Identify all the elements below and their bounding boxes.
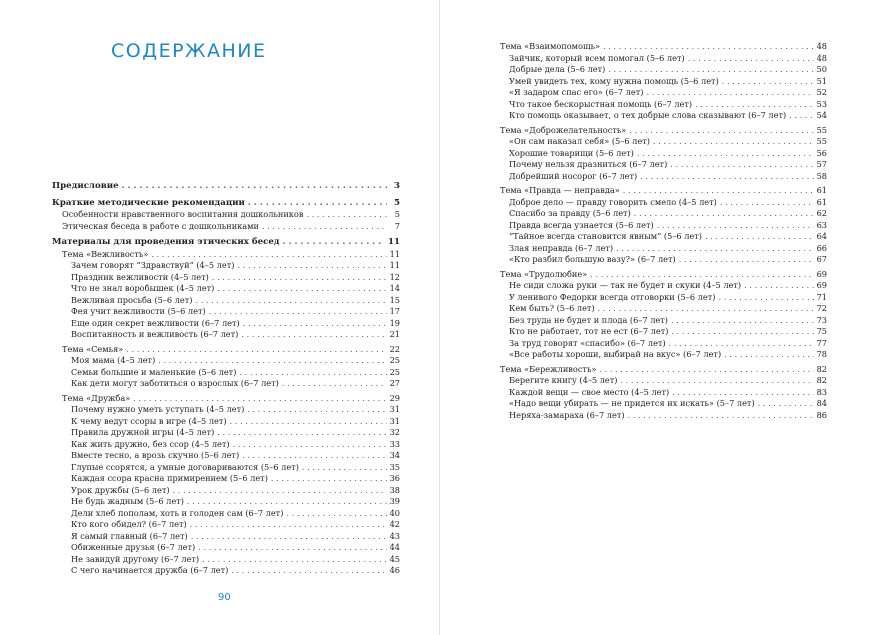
dot-leader (202, 554, 386, 566)
toc-entry (490, 303, 827, 315)
toc-entry (52, 554, 400, 566)
toc-entry-page: 62 (816, 208, 827, 218)
dot-leader (306, 209, 387, 221)
dot-leader (247, 404, 386, 416)
toc-entry-page: 67 (816, 254, 827, 264)
toc-entry (52, 416, 400, 428)
toc-entry (490, 398, 827, 410)
dot-leader (758, 398, 814, 410)
toc-entry (52, 260, 400, 272)
toc-entry (52, 181, 400, 193)
toc-entry-title: Материалы для проведения этических бесед (52, 237, 280, 247)
toc-entry (490, 410, 827, 422)
toc-entry-page: 11 (388, 237, 400, 247)
toc-entry-title: «Надо вещи убирать — не придется их искать» (5–7 лет) (509, 398, 755, 408)
toc-entry-page: 48 (816, 41, 827, 51)
toc-entry-title: Хорошие товарищи (5–6 лет) (509, 147, 634, 158)
dot-leader (744, 280, 813, 292)
toc-entry-title: Не завидуй другому (6–7 лет) (71, 553, 200, 564)
dot-leader (599, 364, 813, 376)
toc-entry (52, 508, 400, 520)
toc-entry-page: 51 (816, 75, 827, 86)
dot-leader (695, 99, 813, 111)
dot-leader (671, 315, 814, 327)
toc-entry-title: Тема «Дружба» (62, 392, 131, 403)
toc-entry-page: 21 (389, 329, 400, 339)
toc-entry (490, 87, 827, 99)
toc-entry (490, 148, 827, 160)
toc-entry-page: 5 (394, 209, 400, 219)
toc-entry-page: 52 (816, 87, 827, 97)
page-number: 90 (218, 592, 231, 603)
toc-entry-title: Правила дружной игры (4–5 лет) (71, 427, 215, 437)
toc-entry-title: Доброе дело — правду говорить смело (4–5 лет) (509, 196, 717, 207)
toc-entry-page: 12 (389, 271, 400, 282)
toc-entry-page: 38 (389, 484, 400, 495)
toc-entry-title: Тема «Правда — неправда» (500, 185, 620, 195)
toc-entry-title: К чему ведут ссоры в игре (4–5 лет) (71, 415, 227, 426)
toc-entry-page: 82 (816, 375, 827, 385)
toc-entry-title: Спасибо за правду (5–6 лет) (509, 208, 631, 218)
toc-entry-title: «Он сам наказал себя» (5–6 лет) (509, 136, 650, 146)
dot-leader (590, 269, 813, 281)
toc-entry (490, 99, 827, 111)
toc-entry (490, 197, 827, 209)
toc-entry (52, 439, 400, 451)
toc-entry-page: 40 (389, 507, 400, 518)
toc-entry (52, 295, 400, 307)
dot-leader (283, 237, 385, 249)
toc-entry-page: 77 (816, 337, 827, 348)
toc-entry (490, 292, 827, 304)
toc-entry-title: Обиженные друзья (6–7 лет) (71, 542, 196, 552)
toc-entry-title: Семьи большие и маленькие (5–6 лет) (71, 366, 237, 377)
toc-entry-page: 69 (816, 280, 827, 290)
toc-entry-title: Тема «Семья» (62, 343, 124, 354)
toc-entry-title: Кто не работает, тот не ест (6–7 лет) (509, 326, 669, 336)
toc-entry-title: Дели хлеб пополам, хоть и голоден сам (6–7 лет) (71, 507, 284, 518)
dot-leader (705, 231, 814, 243)
dot-leader (212, 272, 387, 284)
dot-leader (195, 295, 386, 307)
toc-entry (52, 542, 400, 554)
dot-leader (657, 220, 814, 232)
toc-entry-page: 3 (394, 181, 400, 191)
toc-entry-title: Этическая беседа в работе с дошкольниками (62, 220, 259, 231)
dot-leader (122, 181, 387, 193)
dot-leader (239, 367, 386, 379)
dot-leader (158, 355, 386, 367)
toc-entry-page: 36 (389, 473, 400, 483)
toc-entry (52, 378, 400, 390)
dot-leader (230, 416, 387, 428)
toc-entry-title: Тема «Взаимопомощь» (500, 41, 601, 51)
toc-entry-title: «Кто разбил большую вазу?» (6–7 лет) (509, 254, 676, 264)
toc-entry-page: 86 (816, 409, 827, 420)
toc-entry (490, 41, 827, 53)
toc-entry-page: 53 (816, 98, 827, 109)
toc-entry-page: 15 (389, 294, 400, 305)
toc-entry-page: 82 (816, 363, 827, 374)
toc-entry-title: Что не знал воробышек (4–5 лет) (71, 283, 215, 293)
toc-entry (52, 393, 400, 405)
dot-leader (187, 496, 387, 508)
toc-entry-title: Тема «Бережливость» (500, 363, 597, 374)
dot-leader (672, 387, 813, 399)
toc-entry-page: 61 (816, 185, 827, 195)
toc-entry-title: «Все работы хороши, выбирай на вкус» (6–7 лет) (509, 349, 722, 359)
toc-entry-page: 69 (816, 268, 827, 279)
toc-entry (52, 355, 400, 367)
toc-entry-title: Почему нужно уметь уступать (4–5 лет) (71, 404, 245, 414)
dot-leader (616, 243, 814, 255)
dot-leader (271, 473, 387, 485)
dot-leader (628, 410, 814, 422)
toc-entry (52, 473, 400, 485)
dot-leader (173, 485, 387, 497)
toc-entry-page: 56 (816, 147, 827, 158)
toc-entry (52, 221, 400, 233)
toc-entry-page: 46 (389, 565, 400, 575)
toc-entry-title: Не сиди сложа руки — так не будет и скуки (4–5 лет) (509, 280, 742, 290)
toc-entry-title: Моя мама (4–5 лет) (71, 355, 156, 365)
dot-leader (621, 375, 814, 387)
toc-entry-page: 54 (816, 110, 827, 120)
toc-entry-page: 48 (816, 52, 827, 63)
toc-entry-title: «Я задаром спас его» (6–7 лет) (509, 87, 644, 97)
toc-entry (52, 344, 400, 356)
toc-entry-title: Добрейший носорог (6–7 лет) (509, 170, 638, 181)
dot-leader (647, 87, 814, 99)
toc-entry-page: 58 (816, 170, 827, 181)
toc-entry-page: 31 (389, 415, 400, 426)
toc-entry-page: 73 (816, 314, 827, 325)
toc-entry (490, 387, 827, 399)
toc-entry-title: Краткие методические рекомендации (52, 197, 245, 208)
toc-entry (52, 496, 400, 508)
toc-entry-title: Воспитанность и вежливость (6–7 лет) (71, 329, 239, 339)
toc-entry-title: Умей увидеть тех, кому нужна помощь (5–6 лет) (509, 75, 719, 86)
dot-leader (133, 393, 386, 405)
toc-entry-title: С чего начинается дружба (6–7 лет) (71, 565, 229, 575)
dot-leader (262, 221, 387, 233)
toc-entry-title: Правда всегда узнается (5–6 лет) (509, 219, 654, 230)
toc-entry (490, 220, 827, 232)
dot-leader (720, 197, 814, 209)
toc-entry-title: Тема «Трудолюбие» (500, 268, 588, 279)
toc-entry-page: 17 (389, 306, 400, 316)
dot-leader (243, 318, 387, 330)
toc-entry (52, 283, 400, 295)
dot-leader (233, 439, 387, 451)
dot-leader (634, 208, 814, 220)
toc-entry-page: 7 (394, 220, 400, 231)
toc-entry-title: Кто помощь оказывает, о тех добрые слова сказывают (6–7 лет) (509, 110, 787, 120)
toc-entry-title: Без труда не будет и плода (6–7 лет) (509, 314, 668, 325)
toc-entry-title: Зайчик, который всем помогал (5–6 лет) (509, 52, 685, 63)
page-title: СОДЕРЖАНИЕ (111, 40, 267, 62)
toc-entry-page: 22 (389, 343, 400, 354)
toc-entry-page: 27 (389, 378, 400, 388)
dot-leader (789, 110, 813, 122)
dot-leader (598, 303, 814, 315)
dot-leader (724, 349, 813, 361)
toc-entry-page: 42 (389, 519, 400, 529)
toc-entry-title: Я самый главный (6–7 лет) (71, 530, 188, 541)
toc-entry (490, 254, 827, 266)
dot-leader (282, 378, 387, 390)
toc-entry-title: Не будь жадным (5–6 лет) (71, 496, 184, 506)
toc-entry-title: Зачем говорят “Здравствуй” (4–5 лет) (71, 260, 235, 270)
toc-entry-page: 66 (816, 242, 827, 253)
dot-leader (190, 519, 387, 531)
dot-leader (653, 136, 814, 148)
dot-leader (191, 531, 387, 543)
toc-entry (490, 349, 827, 361)
toc-entry-title: Праздник вежливости (4–5 лет) (71, 271, 209, 282)
toc-entry-title: Что такое бескорыстная помощь (6–7 лет) (509, 98, 693, 109)
dot-leader (286, 508, 386, 520)
dot-leader (217, 427, 386, 439)
toc-entry-title: Каждая ссора красна примирением (5–6 лет) (71, 473, 268, 483)
toc-entry-title: Добрые дела (5–6 лет) (509, 64, 606, 74)
dot-leader (302, 462, 387, 474)
dot-leader (669, 338, 814, 350)
toc-entry-title: Тема «Доброжелательность» (500, 124, 627, 135)
toc-entry-title: Берегите книгу (4–5 лет) (509, 375, 618, 385)
toc-entry-title: Неряха-замараха (6–7 лет) (509, 409, 625, 420)
toc-entry (490, 338, 827, 350)
toc-entry-title: Кто кого обидел? (6–7 лет) (71, 519, 187, 529)
toc-entry-page: 14 (389, 283, 400, 293)
toc-list-left (52, 181, 400, 577)
toc-list-right (490, 41, 827, 421)
toc-entry-page: 63 (816, 219, 827, 230)
dot-leader (608, 64, 813, 76)
dot-leader (718, 292, 813, 304)
toc-entry-page: 72 (816, 303, 827, 313)
toc-entry-page: 35 (389, 461, 400, 472)
toc-entry (52, 519, 400, 531)
toc-entry-page: 55 (816, 124, 827, 135)
toc-entry-page: 19 (389, 317, 400, 328)
toc-entry-page: 34 (389, 450, 400, 460)
toc-entry-page: 29 (389, 392, 400, 403)
toc-entry-page: 45 (389, 553, 400, 564)
dot-leader (637, 148, 814, 160)
toc-entry (52, 565, 400, 577)
toc-entry-title: За труд говорят «спасибо» (6–7 лет) (509, 337, 666, 348)
toc-entry-page: 25 (389, 355, 400, 365)
toc-entry-page: 11 (389, 260, 400, 270)
toc-entry-page: 57 (816, 159, 827, 169)
toc-entry-page: 61 (816, 196, 827, 207)
toc-entry (490, 53, 827, 65)
dot-leader (629, 125, 813, 137)
toc-entry-title: Предисловие (52, 181, 119, 191)
toc-entry-page: 5 (394, 197, 400, 208)
toc-entry (52, 450, 400, 462)
toc-entry-page: 31 (389, 404, 400, 414)
toc-entry (52, 198, 400, 210)
dot-leader (126, 344, 386, 356)
toc-entry-page: 32 (389, 427, 400, 437)
toc-entry-page: 75 (816, 326, 827, 336)
toc-entry (52, 249, 400, 261)
dot-leader (640, 171, 813, 183)
toc-entry (52, 485, 400, 497)
toc-entry-title: Кем быть? (5–6 лет) (509, 303, 595, 313)
dot-leader (237, 260, 386, 272)
toc-entry (490, 315, 827, 327)
toc-entry-page: 25 (389, 366, 400, 377)
toc-entry-title: Злая неправда (6–7 лет) (509, 242, 614, 253)
toc-entry (52, 427, 400, 439)
dot-leader (603, 41, 814, 53)
toc-entry-title: Урок дружбы (5–6 лет) (71, 484, 170, 495)
dot-leader (151, 249, 386, 261)
toc-entry-title: Глупые ссорятся, а умные договариваются (5–6 лет) (71, 461, 299, 472)
toc-entry (52, 272, 400, 284)
toc-entry (490, 159, 827, 171)
toc-entry-page: 50 (816, 64, 827, 74)
toc-entry (490, 231, 827, 243)
toc-entry-page: 78 (816, 349, 827, 359)
toc-entry-title: Каждой вещи — свое место (4–5 лет) (509, 386, 670, 397)
dot-leader (248, 198, 387, 210)
dot-leader (670, 159, 813, 171)
toc-entry-page: 39 (389, 496, 400, 506)
toc-entry (52, 367, 400, 379)
dot-leader (242, 450, 386, 462)
toc-entry (52, 318, 400, 330)
toc-entry-page: 84 (816, 398, 827, 408)
toc-entry (490, 110, 827, 122)
toc-entry (490, 243, 827, 255)
toc-entry (490, 375, 827, 387)
toc-entry (52, 462, 400, 474)
toc-entry (490, 125, 827, 137)
toc-entry (490, 280, 827, 292)
toc-entry-page: 11 (389, 248, 400, 259)
toc-entry-title: Еще один секрет вежливости (6–7 лет) (71, 317, 240, 328)
dot-leader (209, 306, 387, 318)
dot-leader (722, 76, 814, 88)
toc-entry (52, 531, 400, 543)
toc-entry-page: 43 (389, 530, 400, 541)
toc-entry-title: “Тайное всегда становится явным” (5–6 лет) (509, 231, 702, 241)
toc-entry-page: 33 (389, 438, 400, 449)
dot-leader (231, 565, 386, 577)
toc-entry (490, 171, 827, 183)
toc-entry (490, 269, 827, 281)
toc-entry-title: Вежливая просьба (5–6 лет) (71, 294, 193, 305)
toc-entry-title: У ленивого Федорки всегда отговорки (5–6 лет) (509, 291, 716, 302)
dot-leader (623, 185, 814, 197)
toc-entry (490, 326, 827, 338)
toc-entry-page: 44 (389, 542, 400, 552)
dot-leader (198, 542, 386, 554)
dot-leader (217, 283, 386, 295)
dot-leader (688, 53, 814, 65)
toc-entry-title: Почему нельзя дразниться (6–7 лет) (509, 159, 668, 169)
toc-entry (490, 136, 827, 148)
toc-entry-title: Особенности нравственного воспитания дошкольников (62, 209, 304, 219)
toc-entry-title: Фея учит вежливости (5–6 лет) (71, 306, 206, 316)
toc-entry-page: 83 (816, 386, 827, 397)
dot-leader (679, 254, 814, 266)
toc-entry-title: Как жить дружно, без ссор (4–5 лет) (71, 438, 230, 449)
toc-entry (490, 185, 827, 197)
toc-entry-page: 71 (816, 291, 827, 302)
toc-entry-title: Тема «Вежливость» (62, 248, 149, 259)
toc-entry-title: Вместе тесно, а врозь скучно (5–6 лет) (71, 450, 240, 460)
toc-entry (52, 329, 400, 341)
toc-entry-page: 55 (816, 136, 827, 146)
toc-entry-page: 64 (816, 231, 827, 241)
toc-entry (490, 364, 827, 376)
toc-entry (52, 306, 400, 318)
toc-entry (52, 404, 400, 416)
toc-entry (490, 64, 827, 76)
toc-entry (490, 76, 827, 88)
toc-entry-title: Как дети могут заботиться о взрослых (6–7 лет) (71, 378, 279, 388)
toc-entry (52, 237, 400, 249)
dot-leader (241, 329, 386, 341)
toc-entry (52, 209, 400, 221)
right-page (440, 0, 880, 635)
dot-leader (671, 326, 813, 338)
toc-entry (490, 208, 827, 220)
